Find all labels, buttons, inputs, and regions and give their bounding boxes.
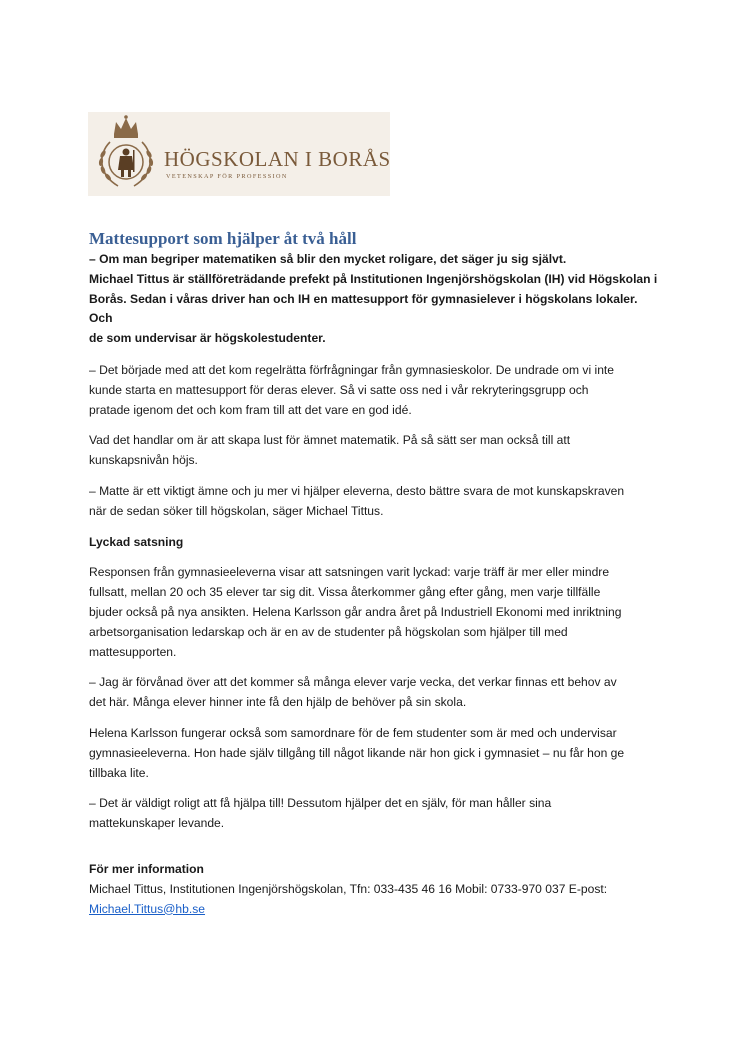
email-link[interactable]: Michael.Tittus@hb.se [89,901,206,916]
logo-tagline: VETENSKAP FÖR PROFESSION [166,173,288,180]
contact-details: Michael Tittus, Institutionen Ingenjörshögskolan, Tfn: 033-435 46 16 Mobil: 0733-970 037 E-post: [89,881,608,896]
contact-section [89,860,661,919]
text-line: mattekunskaper levande. [89,816,225,831]
text-line: fullsatt, mellan 20 och 35 elever tar sig dit. Vissa återkommer gång efter gång, men varje tillfälle [89,585,601,600]
lead-line: Borås. Sedan i våras driver han och IH en mattesupport för gymnasielever i högskolans lokaler. Och [89,291,638,326]
text-line: mattesupporten. [89,644,177,659]
paragraph [89,673,661,713]
text-line: – Det började med att det kom regelrätta förfrågningar från gymnasieskolor. De undrade om vi inte [89,362,615,377]
contact-heading: För mer information [89,862,204,876]
text-line: gymnasieeleverna. Hon hade själv tillgång till något likande när hon gick i gymnasiet – nu får hon ge [89,745,625,760]
text-line: det här. Många elever hinner inte få den hjälp de behöver på sin skola. [89,695,467,710]
text-line: när de sedan söker till högskolan, säger Michael Tittus. [89,503,384,518]
article-lead [89,250,661,349]
section-heading: Lyckad satsning [89,534,184,549]
text-line: – Matte är ett viktigt ämne och ju mer vi hjälper eleverna, desto bättre svara de mot kunskapskraven [89,483,625,498]
text-line: bjuder också på nya ansikten. Helena Karlsson går andra året på Industriell Ekonomi med inriktning [89,604,622,619]
logo-wordmark: HÖGSKOLAN I BORÅS [164,147,391,171]
text-line: arbetsorganisation ledarskap och är en av de studenter på högskolan som hjälper till med [89,624,568,639]
lead-line: – Om man begriper matematiken så blir den mycket roligare, det säger ju sig självt. [89,252,567,266]
text-line: Helena Karlsson fungerar också som samordnare för de fem studenter som är med och undervisar [89,725,617,740]
crest-icon [88,112,164,196]
university-logo [88,112,390,196]
lead-line: de som undervisar är högskolestudenter. [89,331,326,346]
article [89,228,661,834]
text-line: Responsen från gymnasieeleverna visar att satsningen varit lyckad: varje träff är mer eller mindre [89,565,610,580]
text-line: – Jag är förvånad över att det kommer så många elever varje vecka, det verkar finnas ett behov av [89,675,617,690]
text-line: Vad det handlar om är att skapa lust för ämnet matematik. På så sätt ser man också till att [89,433,571,448]
paragraph [89,563,661,662]
text-line: – Det är väldigt roligt att få hjälpa till! Dessutom hjälper det en själv, för man håller sina [89,796,552,811]
lead-line: Michael Tittus är ställföreträdande prefekt på Institutionen Ingenjörshögskolan (IH) vid Högskolan i [89,271,658,286]
paragraph [89,724,661,783]
text-line: kunskapsnivån höjs. [89,453,198,468]
article-title: Mattesupport som hjälper åt två håll [89,229,357,248]
text-line: kunde starta en mattesupport för deras elever. Så vi satte oss ned i vår rekryteringsgrupp och [89,382,589,397]
text-line: tillbaka lite. [89,765,149,780]
paragraph [89,361,661,420]
text-line: pratade igenom det och kom fram till att det vare en god idé. [89,402,412,417]
paragraph [89,794,661,834]
paragraph [89,431,661,471]
paragraph [89,482,661,522]
